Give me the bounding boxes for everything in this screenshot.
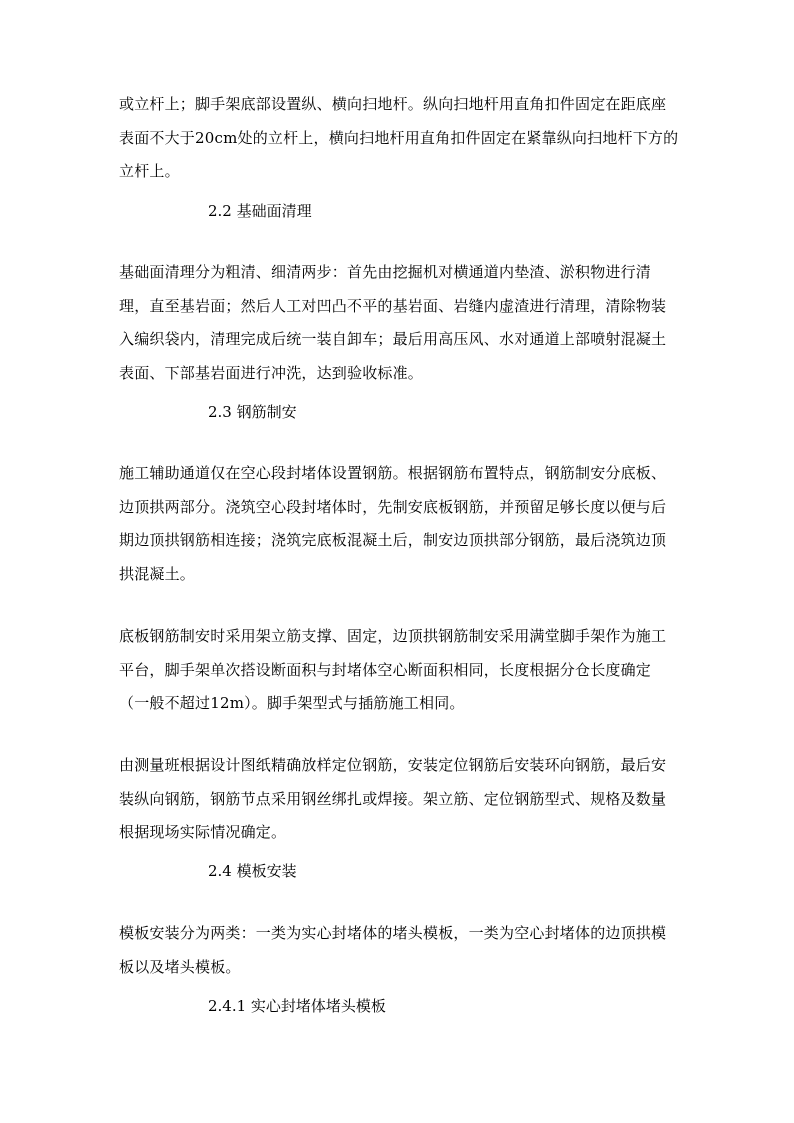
section-heading-rebar-installation: 2.3 钢筋制安 bbox=[208, 403, 297, 421]
paragraph-rebar-survey: 由测量班根据设计图纸精确放样定位钢筋，安装定位钢筋后安装环向钢筋，最后安装纵向钢筋，钢筋节点采用钢丝绑扎或焊接。架立筋、定位钢筋型式、规格及数量根据现场实际情况确定。 bbox=[119, 756, 667, 841]
section-heading-foundation-cleaning: 2.2 基础面清理 bbox=[208, 202, 312, 220]
paragraph-rebar-overview: 施工辅助通道仅在空心段封堵体设置钢筋。根据钢筋布置特点，钢筋制安分底板、边顶拱两部分。浇筑空心段封堵体时，先制安底板钢筋，并预留足够长度以便与后期边顶拱钢筋相连接；浇筑完底板混凝土后，制安边顶拱部分钢筋，最后浇筑边顶拱混凝土。 bbox=[119, 464, 667, 583]
paragraph-rebar-scaffold: 底板钢筋制安时采用架立筋支撑、固定，边顶拱钢筋制安采用满堂脚手架作为施工平台，脚手架单次搭设断面积与封堵体空心断面积相同，长度根据分仓长度确定（一般不超过12m）。脚手架型式与插筋施工相同。 bbox=[119, 627, 667, 712]
section-heading-solid-plug-formwork: 2.4.1 实心封堵体堵头模板 bbox=[208, 997, 386, 1015]
paragraph-foundation-cleaning: 基础面清理分为粗清、细清两步：首先由挖掘机对横通道内垫渣、淤积物进行清理，直至基岩面；然后人工对凹凸不平的基岩面、岩缝内虚渣进行清理，清除物装入编织袋内，清理完成后统一装自卸车；最后用高压风、水对通道上部喷射混凝土表面、下部基岩面进行冲洗，达到验收标准。 bbox=[119, 263, 667, 382]
section-heading-formwork-installation: 2.4 模板安装 bbox=[208, 862, 297, 880]
paragraph-scaffold-sweep-rods: 或立杆上；脚手架底部设置纵、横向扫地杆。纵向扫地杆用直角扣件固定在距底座表面不大于20cm处的立杆上，横向扫地杆用直角扣件固定在紧靠纵向扫地杆下方的立杆上。 bbox=[119, 95, 679, 180]
paragraph-formwork-types: 模板安装分为两类：一类为实心封堵体的堵头模板，一类为空心封堵体的边顶拱模板以及堵头模板。 bbox=[119, 924, 667, 976]
